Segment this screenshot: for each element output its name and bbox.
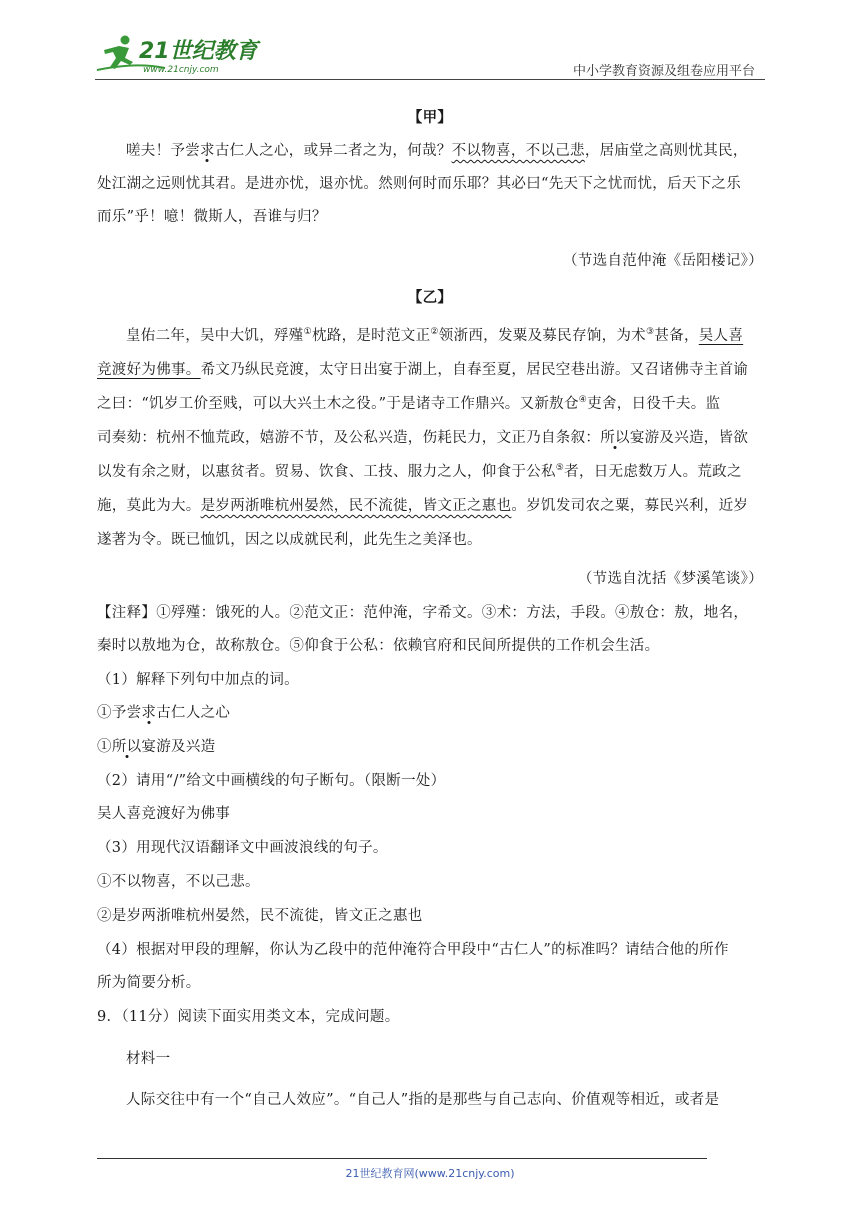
question-3a: ①不以物喜，不以己悲。 — [97, 874, 260, 890]
wavy-underlined-sentence: 不以物喜，不以己悲 — [451, 143, 585, 159]
passage-yi-line4: 司奏劾：杭州不恤荒政，嬉游不节，及公私兴造，伤耗民力，文正乃自条叙：所以宴游及兴造，皆欲 — [97, 430, 749, 446]
question-4-line2: 所为简要分析。 — [97, 975, 201, 991]
passage-yi-line6: 施，莫此为大。是岁两浙唯杭州晏然，民不流徙，皆文正之惠也。岁饥发司农之粟，募民兴利，近岁 — [97, 498, 749, 514]
emphasis-dot-word: 求 — [141, 705, 157, 721]
question-1: （1）解释下列句中加点的词。 — [97, 672, 299, 688]
platform-name: 中小学教育资源及组卷应用平台 — [572, 64, 755, 79]
question-2: （2）请用“/”给文中画横线的句子断句。（限断一处） — [97, 773, 446, 789]
emphasis-dot-word: 求 — [200, 143, 215, 159]
emphasis-dot-word: 所以 — [111, 739, 142, 755]
passage-jia-source: （节选自范仲淹《岳阳楼记》） — [563, 253, 763, 269]
underlined-sentence: 吴人喜 — [698, 328, 744, 344]
material-label: 材料一 — [126, 1051, 171, 1067]
material-line1: 人际交往中有一个“自己人效应”。“自己人”指的是那些与自己志向、价值观等相近，或者是 — [126, 1092, 720, 1108]
page-header — [95, 28, 765, 80]
passage-yi-line5: 以发有余之财，以惠贫者。贸易、饮食、工技、服力之人，仰食于公私⑤者，日无虑数万人。荒政之 — [97, 463, 742, 480]
footer-divider — [97, 1158, 707, 1159]
passage-jia-line3: 而乐”乎！噫！微斯人，吾谁与归？ — [97, 209, 327, 225]
passage-jia-line2: 处江湖之远则忧其君。是进亦忧，退亦忧。然则何时而乐耶？其必曰“先天下之忧而忧，后天下之乐 — [97, 176, 742, 192]
site-logo — [95, 32, 265, 78]
question-3b: ②是岁两浙唯杭州晏然，民不流徙，皆文正之惠也 — [97, 908, 423, 924]
emphasis-dot-word: 所以 — [600, 430, 630, 446]
passage-yi-line7: 遂著为令。既已恤饥，因之以成就民利，此先生之美泽也。 — [97, 532, 482, 548]
notes-line2: 秦时以敖地为仓，故称敖仓。⑤仰食于公私：依赖官府和民间所提供的工作机会生活。 — [97, 638, 660, 654]
passage-jia-title: 【甲】 — [407, 109, 453, 126]
wavy-underlined-sentence: 是岁两浙唯杭州晏然，民不流徙，皆文正之惠也 — [200, 498, 512, 514]
passage-yi-line1: 皇佑二年，吴中大饥，殍殣①枕路，是时范文正②领浙西，发粟及募民存饷，为术③甚备，吴人喜 — [126, 327, 744, 344]
passage-yi-source: （节选自沈括《梦溪笔谈》） — [577, 571, 763, 587]
logo-text: 21世纪教育 — [139, 39, 258, 64]
question-1a: ①予尝求古仁人之心 — [97, 705, 231, 721]
passage-yi-line2: 竞渡好为佛事。希文乃纵民竞渡，太守日出宴于湖上，自春至夏，居民空巷出游。又召诸佛寺主首谕 — [97, 362, 749, 378]
logo-url: www.21cnjy.com — [143, 65, 219, 75]
footer-link[interactable]: 21世纪教育网(www.21cnjy.com) — [345, 1167, 515, 1180]
question-2-sentence: 吴人喜竞渡好为佛事 — [97, 806, 231, 822]
question-3: （3）用现代汉语翻译文中画波浪线的句子。 — [97, 840, 388, 856]
question-9: 9．（11分）阅读下面实用类文本，完成问题。 — [97, 1009, 400, 1025]
passage-yi-title: 【乙】 — [407, 289, 453, 306]
notes-line1: 【注释】①殍殣：饿死的人。②范文正：范仲淹，字希文。③术：方法，手段。④敖仓：敖，地名， — [97, 605, 749, 621]
passage-yi-line3: 之曰：“饥岁工价至贱，可以大兴土木之役。”于是诸寺工作鼎兴。又新敖仓④吏舍，日役千夫。监 — [97, 395, 721, 412]
question-4-line1: （4）根据对甲段的理解，你认为乙段中的范仲淹符合甲段中“古仁人”的标准吗？请结合他的所作 — [97, 942, 729, 958]
passage-jia: 嗟夫！予尝求古仁人之心，或异二者之为，何哉？不以物喜，不以己悲，居庙堂之高则忧其民， — [126, 143, 748, 159]
header-divider — [95, 79, 765, 80]
question-1b: ①所以宴游及兴造 — [97, 739, 216, 755]
underlined-sentence: 竞渡好为佛事。 — [97, 362, 201, 378]
